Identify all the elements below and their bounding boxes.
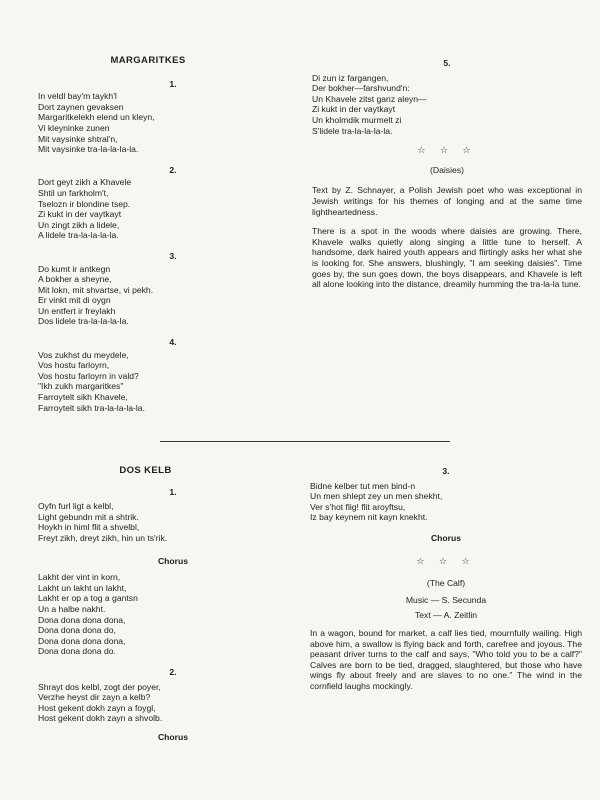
verse-line: A lidele tra-la-la-la-la. [38,230,119,241]
chorus-label: Chorus [157,555,189,566]
chorus-line: Dona dona dona dona, [38,614,126,625]
chorus-line: Dona dona dona do. [38,646,116,657]
chorus-line: Lakht un lakht un lakht, [38,582,127,593]
song1-verse-2 [38,177,258,241]
verse-line: Vos hostu farloyrn, [38,360,110,371]
verse-number: 2. [169,666,177,677]
song1-verse-4 [38,350,258,414]
verse-line: Zi kukt in der vaytkayt [38,209,122,220]
song2-verse-2 [38,682,308,724]
verse-line: Vi kleyninke zunen [38,122,110,133]
verse-line: Vos zukhst du meydele, [38,349,129,360]
verse-number: 5. [443,58,451,68]
verse-line: Di zun iz fargangen, [312,72,389,83]
verse-line: Un zingt zikh a lidele, [38,219,120,230]
verse-line: A bokher a sheyne, [38,274,112,285]
stars-ornament: ☆ ☆ ☆ [416,555,476,566]
verse-line: Farroytelt sikh Khavele, [38,392,128,403]
chorus-line: Lakht er op a tog a gantsn [38,593,138,604]
verse-line: Do kumt ir antkegn [38,263,111,274]
verse-number: 3. [169,250,177,261]
song1-verse-1 [38,91,258,155]
verse-line: Mit vaysinke tra-la-la-la-la. [38,144,139,155]
calf-paragraph: In a wagon, bound for market, a calf lies tied, mournfully wailing. High above him, a swallow is flying back and forth, carefree and joyous. The peasant driver turns to the calf and says, "Who told you to be a calf?" Calves are born to be tied, dragged, slaughtered, but those who have wings fly about freely and are slaves to no one." The wind in the cornfield laughs mockingly. [310,627,582,691]
verse-line: In veldl bay'm taykh'l [38,91,117,102]
verse-line: Un kholmdik murmelt zi [312,114,402,125]
chorus-label: Chorus [157,731,189,742]
verse-line: Host gekent dokh zayn a foygl, [38,702,156,713]
chorus-line: Dona dona dona do, [38,625,116,636]
intro-paragraph: Text by Z. Schnayer, a Polish Jewish poet who was exceptional in Jewish writings for his themes of longing and at the same time lightheartedness. [312,185,582,217]
chorus-line: Lakht der vint in korn, [38,572,121,583]
verse-line: Dort zaynen gevaksen [38,101,124,112]
verse-line: Er vinkt mit di oygn [38,295,111,306]
verse-line: Dort geyt zikh a Khavele [38,177,132,188]
verse-line: Farroytelt sikh tra-la-la-la-la. [38,402,145,413]
song2-verse-3 [310,481,582,523]
verse-line: Iz bay keynem nit kayn knekht. [310,512,428,523]
verse-line: Light gebundn mit a shtrik. [38,511,139,522]
chorus-line: Dona dona dona dona, [38,635,126,646]
song2-verse-1 [38,501,308,543]
translation-title: (Daisies) [430,164,464,175]
verse-line: Dos lidele tra-la-la-la-la. [38,316,129,327]
verse-line: Mit vaysinke shtral'n, [38,133,118,144]
song1-left-column [38,56,258,413]
verse-line: Un men shlept zey un men shekht, [310,491,443,502]
verse-number: 1. [169,486,177,497]
verse-line: Mit lokn, mit shvartse, vi pekh. [38,284,154,295]
verse-line: Freyt zikh, dreyt zikh, hin un ts'rik. [38,532,168,543]
verse-line: S'lidele tra-la-la-la-la. [312,125,393,136]
verse-line: Un Khavele zitst ganz aleyn— [312,93,427,104]
verse-number: 4. [169,337,177,348]
verse-line: Margaritkelekh elend un kleyn, [38,112,155,123]
verse-line: Hoykh in himl flit a shvelbl, [38,522,140,533]
verse-line: Verzhe heyst dir zayn a kelb? [38,692,151,703]
verse-line: Oyfn furl ligt a kelbl, [38,501,114,512]
chorus-label: Chorus [430,532,462,543]
verse-line: Der bokher—farshvund'n: [312,83,410,94]
song2-left-column [38,466,308,742]
verse-line: Tselozn ir blondine tsep. [38,198,131,209]
song1-right-column [312,58,582,290]
verse-number: 3. [442,466,450,476]
song1-verse-5 [312,73,582,137]
translation-title: (The Calf) [426,578,466,589]
song1-verse-3 [38,264,258,328]
summary-paragraph: There is a spot in the woods where daisies are growing. There, Khavele walks quietly along singing a little tune to herself. A handsome, dark haired youth appears and flirtingly asks her what she is looking for. She answers, blushingly, "I am seeking daisies". Time goes by, the sun goes down, the boys disappears, and Khavele is left all alone looking into the distance, dreamily humming the tra-la-la tune. [312,226,582,290]
verse-line: Bidne kelber tut men bind-n [310,480,416,491]
verse-line: Vos hostu farloyrn in vald? [38,370,139,381]
song2-title: DOS KELB [119,465,172,476]
verse-line: Shtil un farkholm't, [38,187,109,198]
text-credit: Text — A. Zeitlin [414,610,478,621]
verse-line: Un entfert ir freylakh [38,305,116,316]
music-credit: Music — S. Secunda [405,594,487,605]
stars-ornament: ☆ ☆ ☆ [417,145,477,156]
section-divider [160,441,450,442]
song1-title: MARGARITKES [110,55,186,66]
chorus-line: Un a halbe nakht. [38,603,106,614]
verse-line: Ver s'hot flig! flit aroyftsu, [310,501,406,512]
verse-line: Zi kukt in der vaytkayt [312,104,396,115]
verse-number: 1. [169,78,177,89]
verse-number: 2. [169,164,177,175]
song2-chorus [38,572,308,657]
verse-line: Shrayt dos kelbl, zogt der poyer, [38,681,161,692]
song2-right-column [310,466,582,692]
verse-line: "Ikh zukh margaritkes" [38,381,124,392]
verse-line: Host gekent dokh zayn a shvolb. [38,713,163,724]
